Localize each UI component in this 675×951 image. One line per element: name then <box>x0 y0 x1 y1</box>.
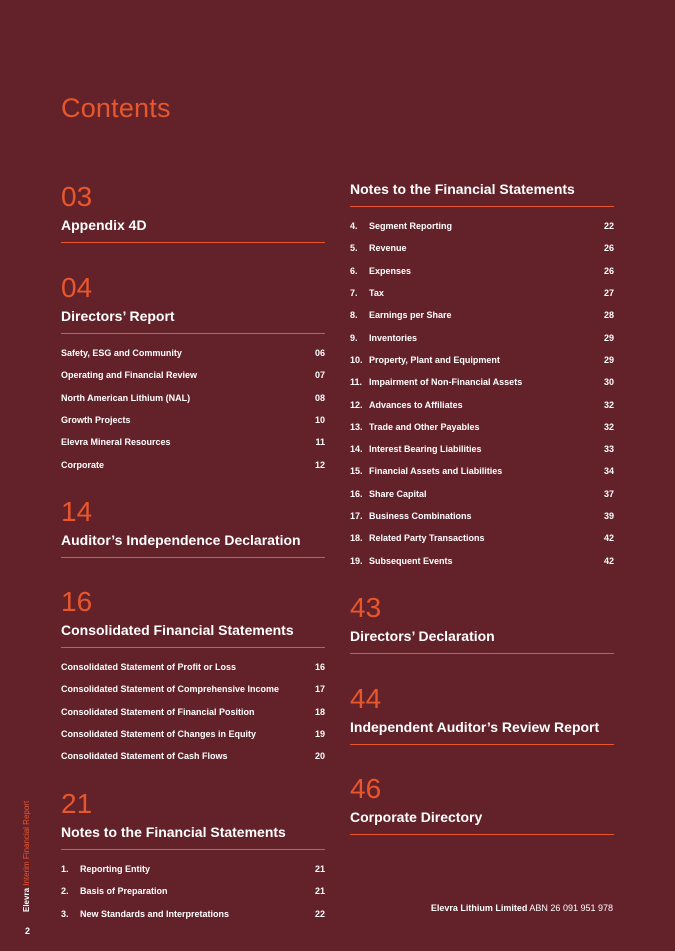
toc-entry[interactable]: 7. Tax 27 <box>350 288 614 299</box>
toc-entry[interactable]: Growth Projects 10 <box>61 415 325 426</box>
section-title: Appendix 4D <box>61 217 325 243</box>
section-page-number: 03 <box>61 181 93 212</box>
section-title[interactable]: Consolidated Financial Statements <box>61 622 325 648</box>
section-auditors-review-report[interactable] <box>350 684 614 745</box>
section-title: Independent Auditor’s Review Report <box>350 719 614 745</box>
footer-company: Elevra Lithium Limited <box>430 903 528 913</box>
section-title: Directors’ Declaration <box>350 628 614 654</box>
section-directors-declaration[interactable] <box>350 593 614 654</box>
footer <box>431 903 613 913</box>
toc-entry[interactable]: 13. Trade and Other Payables 32 <box>350 421 614 432</box>
section-title: Auditor’s Independence Declaration <box>61 532 325 558</box>
toc-entry[interactable]: Operating and Financial Review 07 <box>61 370 325 381</box>
section-consolidated-statements <box>61 587 325 767</box>
toc-entry[interactable]: 4. Segment Reporting 22 <box>350 221 614 232</box>
toc-list <box>61 342 325 476</box>
toc-entry[interactable]: 9. Inventories 29 <box>350 332 614 343</box>
toc-entry[interactable]: Safety, ESG and Community 06 <box>61 348 325 359</box>
section-title[interactable]: Notes to the Financial Statements <box>61 824 325 850</box>
toc-entry[interactable]: 14. Interest Bearing Liabilities 33 <box>350 444 614 455</box>
footer-abn: ABN 26 091 951 978 <box>529 903 613 913</box>
section-page-number: 14 <box>61 496 93 527</box>
toc-entry[interactable]: Corporate 12 <box>61 459 325 470</box>
toc-entry[interactable]: Consolidated Statement of Financial Position 18 <box>61 706 325 717</box>
section-page-number: 21 <box>61 788 93 819</box>
toc-entry[interactable]: 2. Basis of Preparation 21 <box>61 886 325 897</box>
toc-entry[interactable]: 18. Related Party Transactions 42 <box>350 533 614 544</box>
section-notes-part2 <box>350 181 614 572</box>
toc-entry[interactable]: Consolidated Statement of Cash Flows 20 <box>61 751 325 762</box>
right-column <box>350 0 614 951</box>
toc-entry[interactable]: Consolidated Statement of Changes in Equity 19 <box>61 729 325 740</box>
toc-entry[interactable]: 10. Property, Plant and Equipment 29 <box>350 354 614 365</box>
toc-entry[interactable]: Consolidated Statement of Comprehensive Income 17 <box>61 684 325 695</box>
side-brand: Elevra <box>22 887 31 912</box>
toc-entry[interactable]: 15. Financial Assets and Liabilities 34 <box>350 466 614 477</box>
section-notes-part1 <box>61 789 325 925</box>
toc-entry[interactable]: 17. Business Combinations 39 <box>350 511 614 521</box>
left-column <box>61 0 325 951</box>
toc-entry[interactable]: 1. Reporting Entity 21 <box>61 864 325 875</box>
section-directors-report <box>61 273 325 476</box>
section-auditors-declaration[interactable] <box>61 497 325 558</box>
section-title: Corporate Directory <box>350 809 614 835</box>
toc-list <box>61 858 325 925</box>
toc-entry[interactable]: 12. Advances to Affiliates 32 <box>350 399 614 410</box>
section-page-number: 16 <box>61 586 93 617</box>
side-report-label <box>22 801 31 912</box>
toc-entry[interactable]: 8. Earnings per Share 28 <box>350 310 614 321</box>
section-corporate-directory[interactable] <box>350 774 614 835</box>
section-title[interactable]: Directors’ Report <box>61 308 325 334</box>
toc-list <box>61 656 325 767</box>
toc-entry[interactable]: Elevra Mineral Resources 11 <box>61 437 325 448</box>
toc-entry[interactable]: 6. Expenses 26 <box>350 265 614 276</box>
section-title[interactable]: Notes to the Financial Statements <box>350 181 614 207</box>
toc-entry[interactable]: 16. Share Capital 37 <box>350 488 614 499</box>
section-appendix-4d[interactable] <box>61 182 325 243</box>
section-page-number: 04 <box>61 272 93 303</box>
section-page-number: 46 <box>350 773 382 804</box>
toc-entry[interactable]: 19. Subsequent Events 42 <box>350 555 614 566</box>
toc-entry[interactable]: 11. Impairment of Non-Financial Assets 30 <box>350 377 614 388</box>
toc-entry[interactable]: 5. Revenue 26 <box>350 243 614 254</box>
toc-list <box>350 215 614 572</box>
section-page-number: 43 <box>350 592 382 623</box>
page-number: 2 <box>25 926 31 936</box>
toc-entry[interactable]: Consolidated Statement of Profit or Loss 16 <box>61 662 325 673</box>
side-report-name: Interim Financial Report <box>22 800 31 886</box>
page-title: Contents <box>61 93 171 123</box>
section-page-number: 44 <box>350 683 382 714</box>
toc-entry[interactable]: North American Lithium (NAL) 08 <box>61 392 325 403</box>
toc-entry[interactable]: 3. New Standards and Interpretations 22 <box>61 908 325 919</box>
